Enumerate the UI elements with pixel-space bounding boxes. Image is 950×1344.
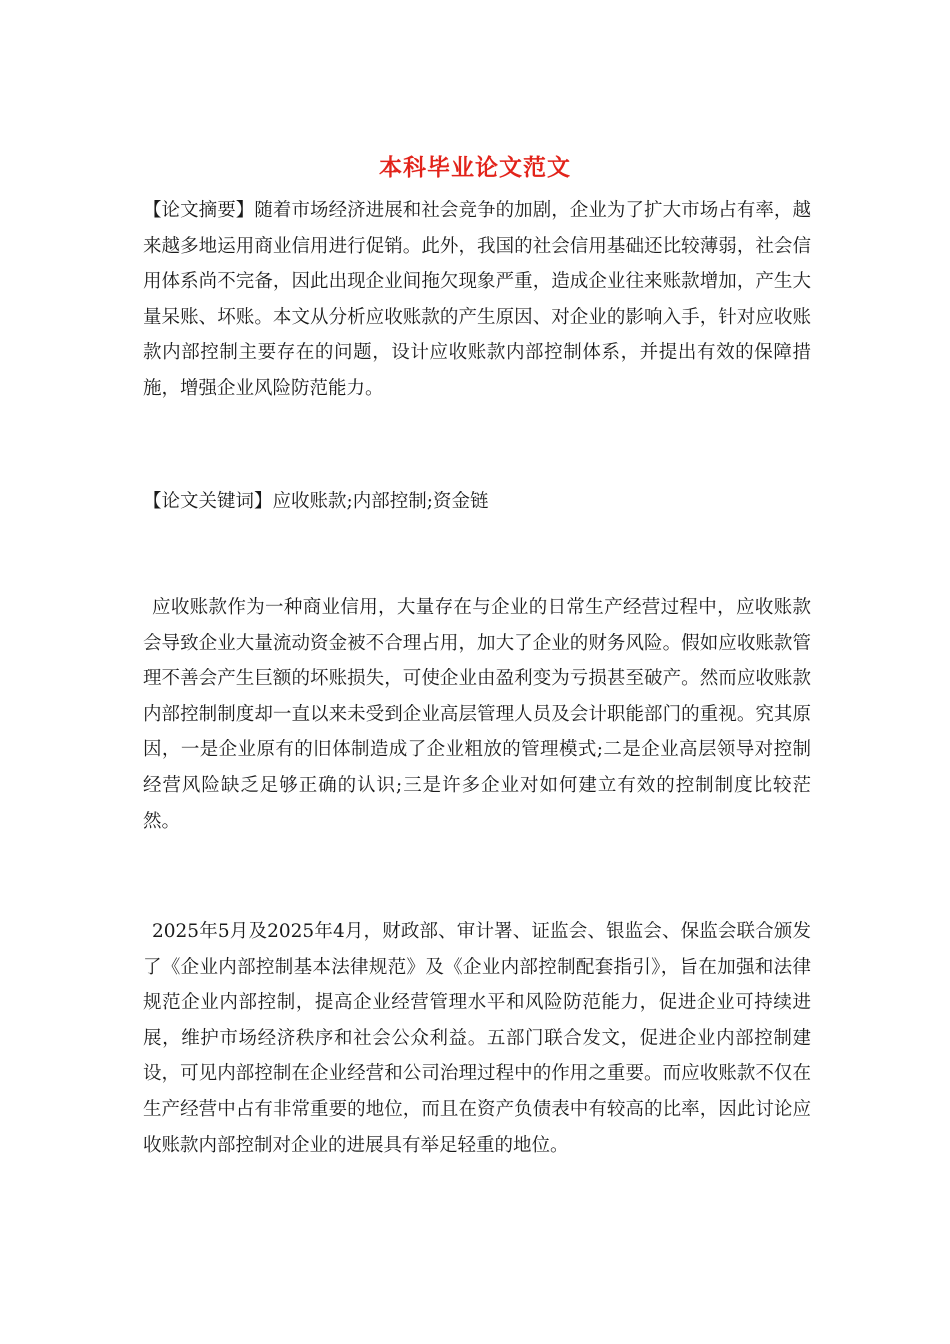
document-title: 本科毕业论文范文 [379, 154, 571, 181]
keywords-paragraph: 【论文关键词】应收账款;内部控制;资金链 [143, 491, 489, 512]
body-paragraph-1: 应收账款作为一种商业信用，大量存在与企业的日常生产经营过程中，应收账款会导致企业大量流动资金被不合理占用，加大了企业的财务风险。假如应收账款管理不善会产生巨额的坏账损失，可使企业由盈利变为亏损甚至破产。然而应收账款内部控制制度却一直以来未受到企业高层管理人员及会计职能部门的重视。究其原因，一是企业原有的旧体制造成了企业粗放的管理模式;二是企业高层领导对控制经营风险缺乏足够正确的认识;三是许多企业对如何建立有效的控制制度比较茫然。 [143, 597, 811, 832]
abstract-paragraph: 【论文摘要】随着市场经济进展和社会竞争的加剧，企业为了扩大市场占有率，越来越多地运用商业信用进行促销。此外，我国的社会信用基础还比较薄弱，社会信用体系尚不完备，因此出现企业间拖欠现象严重，造成企业往来账款增加，产生大量呆账、坏账。本文从分析应收账款的产生原因、对企业的影响入手，针对应收账款内部控制主要存在的问题，设计应收账款内部控制体系，并提出有效的保障措施，增强企业风险防范能力。 [143, 200, 811, 399]
body-paragraph-2: 2025年5月及2025年4月，财政部、审计署、证监会、银监会、保监会联合颁发了《企业内部控制基本法律规范》及《企业内部控制配套指引》，旨在加强和法律规范企业内部控制，提高企业经营管理水平和风险防范能力，促进企业可持续进展，维护市场经济秩序和社会公众利益。五部门联合发文，促进企业内部控制建设，可见内部控制在企业经营和公司治理过程中的作用之重要。而应收账款不仅在生产经营中占有非常重要的地位，而且在资产负债表中有较高的比率，因此讨论应收账款内部控制对企业的进展具有举足轻重的地位。 [143, 921, 811, 1156]
